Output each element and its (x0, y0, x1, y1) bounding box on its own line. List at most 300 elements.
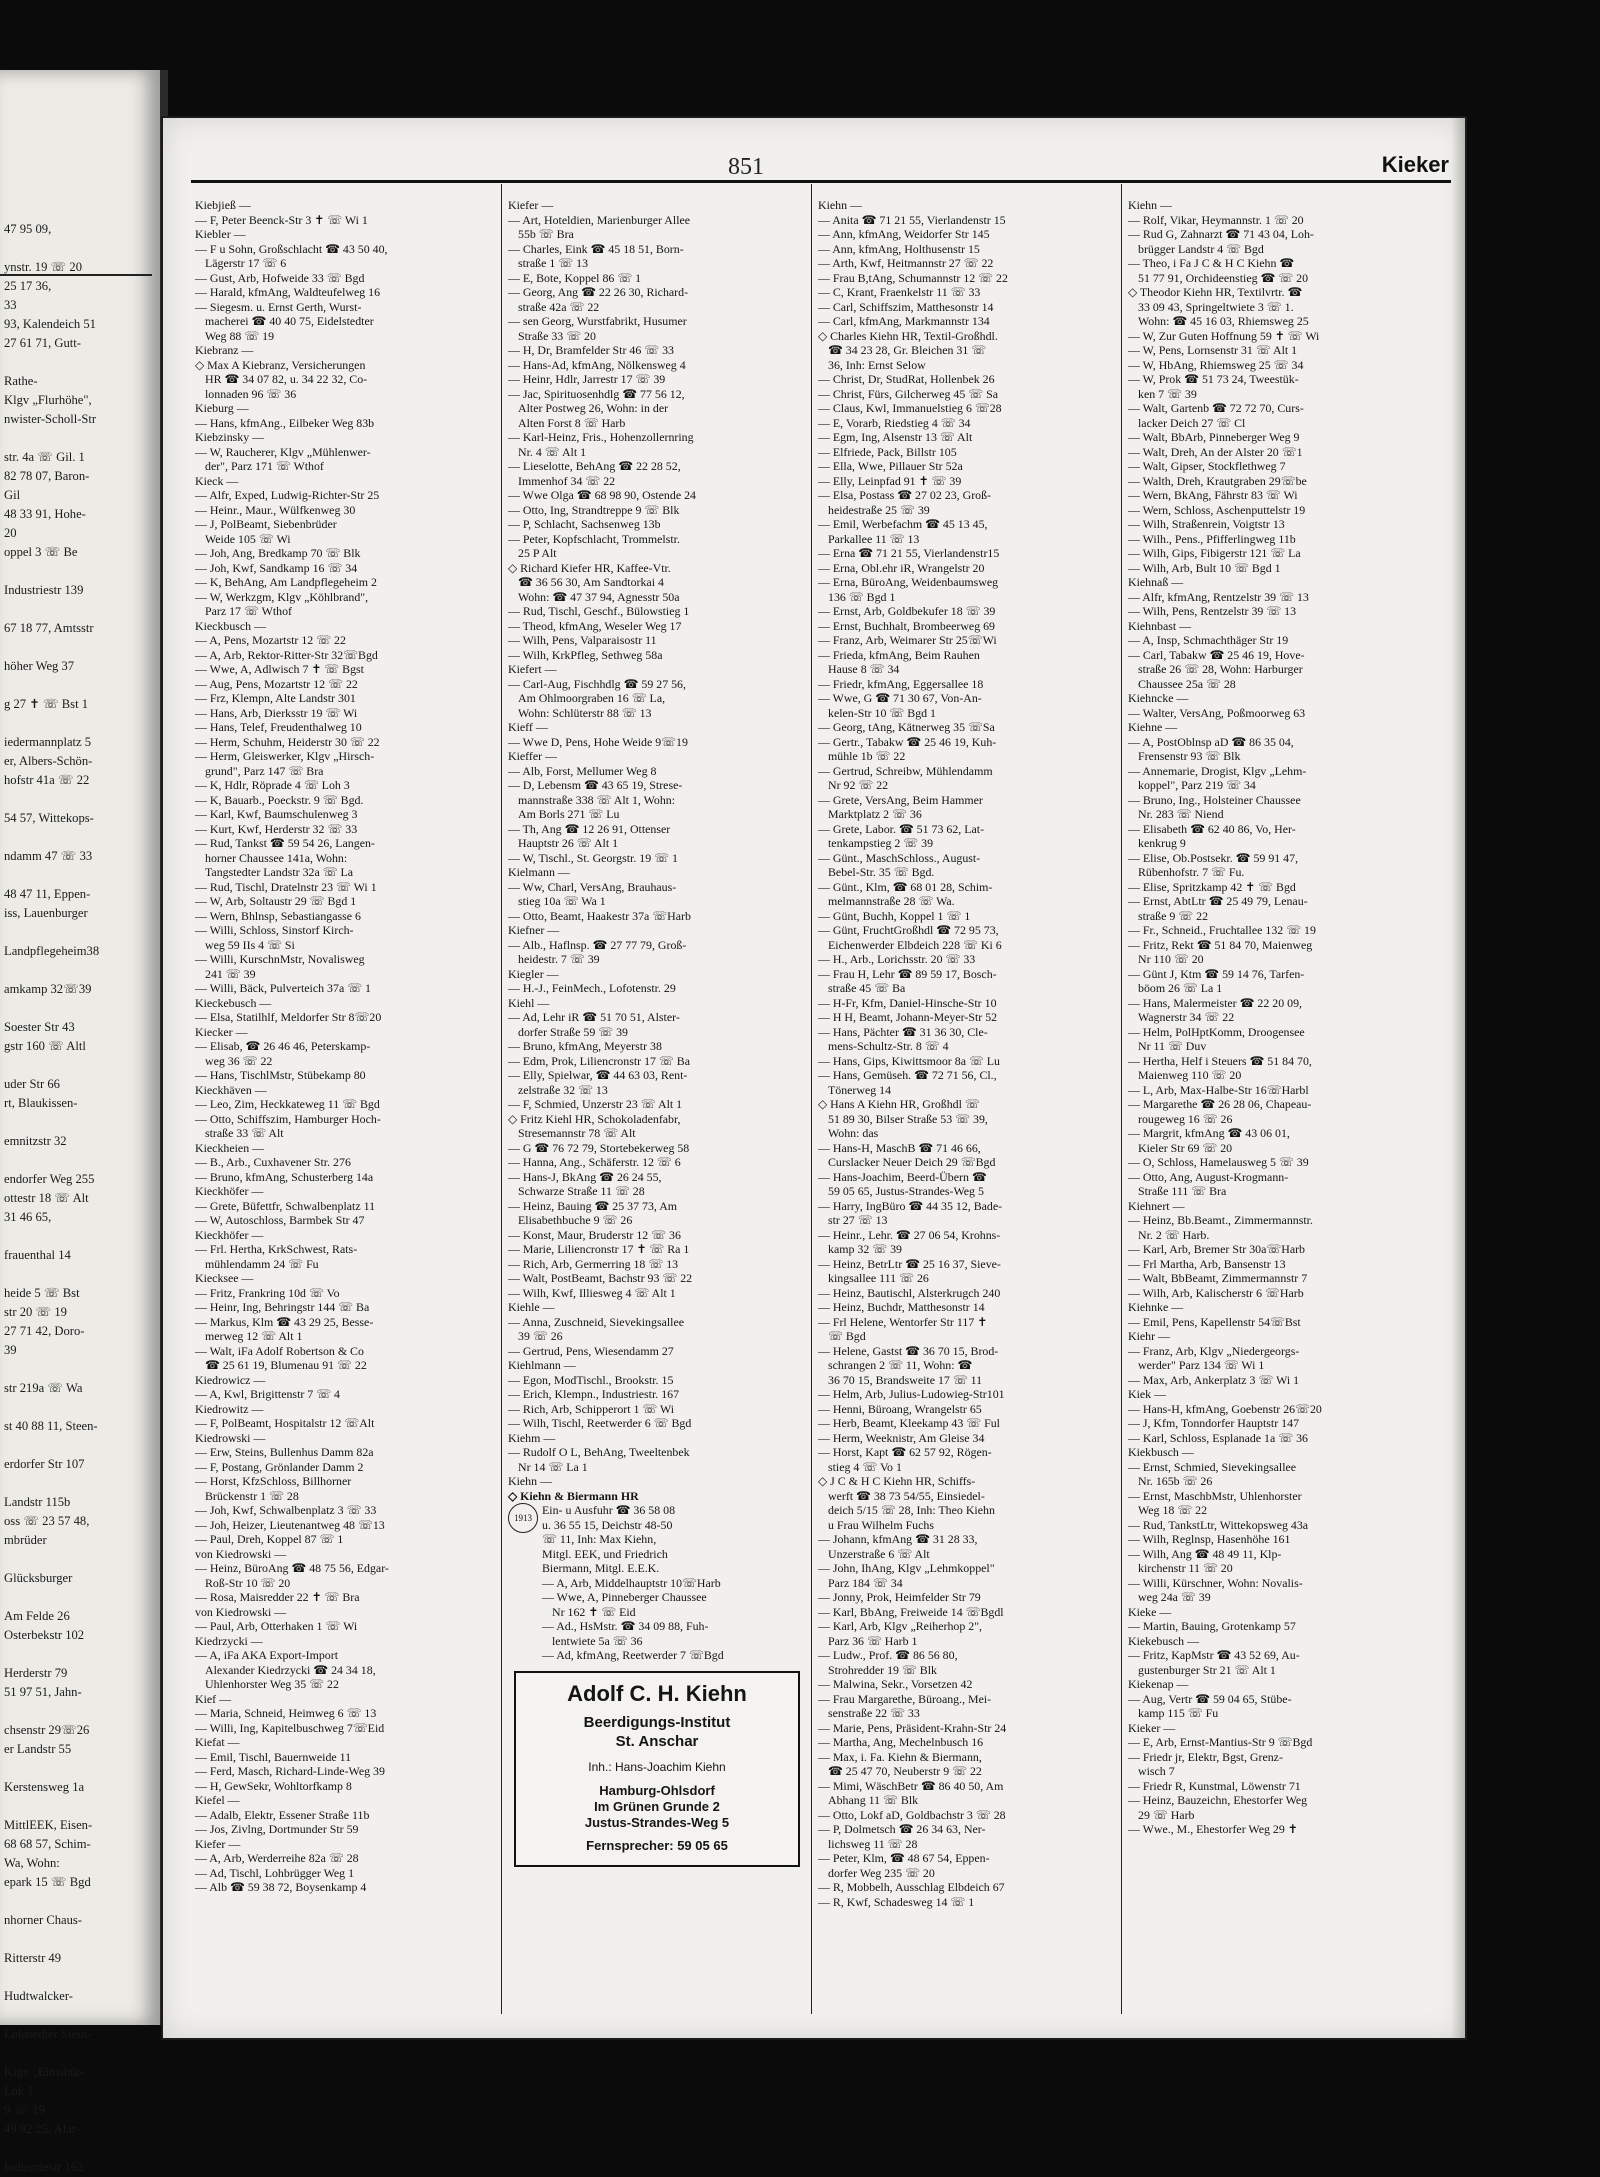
directory-entry-line: Kiek — (1128, 1387, 1166, 1401)
left-page-line (4, 2006, 154, 2025)
left-page-line: 54 57, Wittekops- (4, 811, 94, 825)
directory-entry-line: der", Parz 171 ☏ Wthof (205, 459, 324, 473)
directory-entry-line: — Ann, kfmAng, Weidorfer Str 145 (818, 227, 990, 241)
directory-entry-line: Kiehn — (508, 1474, 552, 1488)
directory-entry-line: heidestraße 25 ☏ 39 (828, 502, 930, 517)
directory-entry-line: straße 33 ☏ Alt (205, 1126, 284, 1140)
directory-entry-line: — Friedr, kfmAng, Eggersallee 18 (818, 676, 984, 691)
directory-entry-line: — Erna, Obl.ehr iR, Wrangelstr 20 (818, 560, 985, 575)
left-page-line (4, 1151, 154, 1170)
directory-entry-line: Lägerstr 17 ☏ 6 (205, 256, 287, 270)
directory-entry-line: — R, Mobbelh, Ausschlag Elbdeich 67 (818, 1880, 1005, 1894)
directory-entry-line: — Karl-Heinz, Fris., Hohenzollernring (508, 430, 694, 444)
directory-entry-line: — Erna, BüroAng, Weidenbaumsweg (818, 575, 999, 589)
directory-entry-line: — E, Bote, Koppel 86 ☏ 1 (508, 270, 642, 285)
directory-entry-line: Uhlenhorster Weg 35 ☏ 22 (205, 1677, 339, 1691)
directory-entry-line: — Gust, Arb, Hofweide 33 ☏ Bgd (195, 270, 365, 285)
directory-entry-line: Parz 36 ☏ Harb 1 (828, 1633, 918, 1648)
directory-entry-line: Abhang 11 ☏ Blk (828, 1793, 919, 1807)
directory-entry-line: ◇ J C & H C Kiehn HR, Schiffs- (818, 1474, 976, 1488)
directory-entry-line: — W, Arb, Soltaustr 29 ☏ Bgd 1 (195, 894, 357, 908)
directory-entry-line: — Elise, Spritzkamp 42 ✝ ☏ Bgd (1128, 879, 1296, 894)
left-page-line: emnitzstr 32 (4, 1134, 67, 1148)
directory-entry-line: Mitgl. EEK, und Friedrich (542, 1546, 668, 1561)
directory-entry-line: — W, Pens, Lornsenstr 31 ☏ Alt 1 (1128, 343, 1298, 357)
directory-entry-line: Kieker — (1128, 1720, 1176, 1735)
directory-entry-line: — W, Tischl., St. Georgstr. 19 ☏ 1 (508, 850, 678, 865)
directory-entry-line: — Herm, Gleiswerker, Klgv „Hirsch- (195, 749, 375, 763)
directory-entry-line: — Willi, Bäck, Pulverteich 37a ☏ 1 (195, 981, 371, 995)
directory-entry-line: — Günt, Buchh, Koppel 1 ☏ 1 (818, 908, 971, 923)
ad-title: Adolf C. H. Kiehn (567, 1680, 747, 1706)
directory-entry-line: 136 ☏ Bgd 1 (828, 589, 896, 604)
directory-entry-line: — Wilh., Pens., Pfifferlingweg 11b (1128, 531, 1296, 546)
left-page-line: ynstr. 19 ☏ 20 (4, 260, 83, 274)
directory-entry-line: Alten Forst 8 ☏ Harb (518, 415, 626, 430)
directory-entry-line: werder" Parz 134 ☏ Wi 1 (1138, 1358, 1265, 1372)
directory-entry-line: — Heinr., Maur., Wülfkenweg 30 (195, 502, 356, 517)
directory-entry-line: — Walt, BbArb, Pinneberger Weg 9 (1128, 430, 1300, 444)
directory-entry-line: — Art, Hoteldien, Marienburger Allee (508, 212, 691, 227)
left-page-line: Gil (4, 488, 21, 502)
directory-entry-line: Kieckbusch — (195, 618, 266, 633)
directory-entry-line: — A, Arb, Rektor-Ritter-Str 32☏Bgd (195, 647, 378, 662)
directory-entry-line: — Frl Martha, Arb, Bansenstr 13 (1128, 1256, 1286, 1271)
directory-entry-line: — Max, Arb, Ankerplatz 3 ☏ Wi 1 (1128, 1372, 1300, 1387)
left-page-line (4, 1056, 154, 1075)
directory-entry-line: Wohn: Schlüterstr 88 ☏ 13 (518, 705, 652, 720)
directory-entry-line: — Wilh, Pens, Rentzelstr 39 ☏ 13 (1128, 604, 1297, 618)
directory-entry-line: Kiecksee — (195, 1271, 254, 1285)
directory-entry-line: — Alfr, Exped, Ludwig-Richter-Str 25 (195, 488, 380, 502)
directory-entry-line: Kiebranz — (195, 343, 254, 357)
directory-entry-line: merweg 12 ☏ Alt 1 (205, 1329, 303, 1343)
left-page-line: mbrüder (4, 1533, 47, 1547)
left-page-line (4, 1797, 154, 1816)
directory-entry-line: 36, Inh: Ernst Selow (828, 357, 926, 372)
directory-entry-line: — Rich, Arb, Germerring 18 ☏ 13 (508, 1256, 679, 1271)
directory-entry-line: Elisabethbuche 9 ☏ 26 (518, 1213, 633, 1227)
directory-entry-line: melmannstraße 28 ☏ Wa. (828, 894, 955, 908)
directory-entry-line: — Margarethe ☎ 26 28 06, Chapeau- (1128, 1097, 1312, 1111)
directory-entry-line: — Otto, Ing, Strandtreppe 9 ☏ Blk (508, 502, 680, 517)
directory-entry-line: Marktplatz 2 ☏ 36 (828, 807, 922, 821)
left-page-line: gstr 160 ☏ Altl (4, 1039, 86, 1053)
left-page-line: Industriestr 139 (4, 583, 84, 597)
left-page-line: 48 47 11, Eppen- (4, 887, 91, 901)
directory-entry-line: — Hans, Gemüseh. ☎ 72 71 56, Cl., (818, 1068, 997, 1082)
left-page-line (4, 1550, 154, 1569)
directory-entry-line: — Erich, Klempn., Industriestr. 167 (508, 1387, 680, 1401)
left-page-line (4, 961, 154, 980)
left-page-line: st 40 88 11, Steen- (4, 1419, 98, 1433)
left-page-line: uder Str 66 (4, 1077, 60, 1091)
directory-entry-line: — Hans-H, MaschB ☎ 71 46 66, (818, 1140, 981, 1155)
left-page-line: chsenstr 29☏26 (4, 1723, 90, 1737)
directory-entry-line: ◇ Theodor Kiehn HR, Textilvrtr. ☎ (1128, 285, 1303, 299)
directory-entry-line: — Willi, Kürschner, Wohn: Novalis- (1128, 1575, 1303, 1590)
directory-entry-line: — Hans-Joachim, Beerd-Übern ☎ (818, 1169, 987, 1184)
directory-entry-line: Rübenhofstr. 7 ☏ Fu. (1138, 865, 1245, 879)
directory-entry-line: — Joh, Kwf, Sandkamp 16 ☏ 34 (195, 560, 358, 575)
directory-entry-line: — Jos, Zivlng, Dortmunder Str 59 (195, 1822, 359, 1836)
left-page-line: 33 (4, 298, 17, 312)
directory-entry-line: — Johann, kfmAng ☎ 31 28 33, (818, 1532, 978, 1546)
directory-entry-line: Schwarze Straße 11 ☏ 28 (518, 1184, 645, 1198)
directory-entry-line: Kiecker — (195, 1024, 248, 1039)
directory-entry-line: — H-Fr, Kfm, Daniel-Hinsche-Str 10 (818, 995, 997, 1010)
directory-entry-line: — Willi, Ing, Kapitelbuschweg 7☏Eid (195, 1720, 385, 1735)
directory-entry-line: — Marie, Liliencronstr 17 ✝ ☏ Ra 1 (508, 1242, 690, 1256)
directory-entry-line: — Wilh, Arb, Kalischerstr 6 ☏Harb (1128, 1285, 1304, 1300)
directory-entry-line: senstraße 22 ☏ 33 (828, 1706, 920, 1720)
directory-entry-line: ◇ Hans A Kiehn HR, Großhdl ☏ (818, 1097, 980, 1111)
left-page-line: Am Felde 26 (4, 1609, 70, 1623)
directory-entry-line: werft ☎ 38 73 54/55, Einsiedel- (828, 1488, 985, 1503)
left-page-line (4, 2139, 154, 2158)
directory-entry-line: — F, Schmied, Unzerstr 23 ☏ Alt 1 (508, 1097, 683, 1111)
directory-entry-line: — Paul, Arb, Otterhaken 1 ☏ Wi (195, 1619, 358, 1633)
directory-entry-line: — G ☎ 76 72 79, Stortebekerweg 58 (508, 1140, 690, 1155)
left-page-line: 27 71 42, Doro- (4, 1324, 85, 1338)
directory-entry-line: — F, Postang, Grönlander Damm 2 (195, 1459, 364, 1474)
left-page-line: epark 15 ☏ Bgd (4, 1875, 91, 1889)
directory-entry-line: Kiekenap — (1128, 1677, 1189, 1691)
directory-entry-line: — Otto, Schiffszim, Hamburger Hoch- (195, 1111, 381, 1126)
left-page-line: str. 4a ☏ Gil. 1 (4, 450, 85, 464)
ad-address-3: Justus-Strandes-Weg 5 (584, 1814, 730, 1830)
directory-entry-line: Weg 88 ☏ 19 (205, 328, 275, 343)
directory-entry-line: Kiebjieß — (195, 198, 251, 212)
directory-entry-line: straße 42a ☏ 22 (518, 299, 600, 314)
directory-entry-line: Am Ohlmoorgraben 16 ☏ La, (518, 691, 666, 705)
directory-entry-line: — Frl Helene, Wentorfer Str 117 ✝ (818, 1314, 988, 1329)
directory-entry-line: — Frau B,tAng, Schumannstr 12 ☏ 22 (818, 270, 1008, 285)
directory-entry-line: gustenburger Str 21 ☏ Alt 1 (1138, 1662, 1276, 1677)
directory-entry-line: — Rolf, Vikar, Heymannstr. 1 ☏ 20 (1128, 212, 1304, 227)
left-page-line (4, 1930, 154, 1949)
directory-entry-line: — Markus, Klm ☎ 43 29 25, Besse- (195, 1314, 374, 1329)
directory-entry-line: Unzerstraße 6 ☏ Alt (828, 1546, 930, 1561)
directory-entry-line: Kiehlmann — (508, 1358, 576, 1372)
directory-entry-line: — Heinr, Ing, Behringstr 144 ☏ Ba (195, 1300, 370, 1314)
directory-entry-line: Nr. 4 ☏ Alt 1 (518, 444, 587, 459)
directory-entry-line: mühle 1b ☏ 22 (828, 749, 906, 763)
directory-entry-line: — Walt, iFa Adolf Robertson & Co (195, 1343, 364, 1358)
directory-entry-line: — Rosa, Maisredder 22 ✝ ☏ Bra (195, 1590, 360, 1604)
left-page-line: Soester Str 43 (4, 1020, 75, 1034)
left-page-line (4, 638, 154, 657)
directory-entry-line: — Peter, Klm, ☎ 48 67 54, Eppen- (818, 1851, 990, 1865)
directory-entry-line: — Frz, Klempn, Alte Landstr 301 (195, 691, 356, 705)
directory-entry-line: 29 ☏ Harb (1138, 1807, 1195, 1822)
directory-entry-line: zelstraße 32 ☏ 13 (518, 1082, 608, 1097)
column-separator (1121, 184, 1122, 2014)
left-page-line (4, 714, 154, 733)
directory-entry-line: — H, Dr, Bramfelder Str 46 ☏ 33 (508, 343, 674, 357)
directory-entry-line: — L, Arb, Max-Halbe-Str 16☏Harbl (1128, 1082, 1309, 1097)
directory-entry-line: — Alfr, kfmAng, Rentzelstr 39 ☏ 13 (1128, 589, 1309, 604)
directory-entry-line: — Grete, Büfettfr, Schwalbenplatz 11 (195, 1198, 376, 1213)
directory-entry-line: böom 26 ☏ La 1 (1138, 981, 1223, 995)
directory-entry-line: — Frieda, kfmAng, Beim Rauhen (818, 647, 980, 662)
left-page-line: Glücksburger (4, 1571, 73, 1585)
directory-entry-line: — A, Insp, Schmachthäger Str 19 (1128, 633, 1289, 647)
directory-entry-line: — Max, i. Fa. Kiehn & Biermann, (818, 1749, 982, 1764)
directory-entry-line: 55b ☏ Bra (518, 227, 574, 241)
directory-entry-line: — Claus, Kwl, Immanuelstieg 6 ☏28 (818, 401, 1002, 415)
directory-entry-line: Kiehr — (1128, 1329, 1170, 1343)
directory-entry-line: Kiefel — (195, 1793, 240, 1807)
left-page-line: oss ☏ 23 57 48, (4, 1514, 90, 1528)
left-page-line (4, 1759, 154, 1778)
left-page-line: Lok 1 (4, 2084, 34, 2098)
directory-entry-line: — Fritz, Rekt ☎ 51 84 70, Maienweg (1128, 937, 1313, 952)
directory-entry-line: — Emil, Tischl, Bauernweide 11 (195, 1749, 352, 1764)
directory-entry-line: von Kiedrowski — (195, 1546, 287, 1561)
directory-entry-line: — Heinz, Bauing ☎ 25 37 73, Am (508, 1198, 678, 1213)
left-page-line (4, 600, 154, 619)
directory-entry-line: Nr. 283 ☏ Niend (1138, 807, 1224, 821)
directory-entry-line: — Fritz, KapMstr ☎ 43 52 69, Au- (1128, 1648, 1300, 1662)
directory-entry-line: lentwiete 5a ☏ 36 (552, 1633, 643, 1648)
directory-entry-line: mühlendamm 24 ☏ Fu (205, 1256, 319, 1271)
directory-entry-line: straße 1 ☏ 13 (518, 256, 589, 270)
directory-entry-line: — Hans, Malermeister ☎ 22 20 09, (1128, 995, 1302, 1010)
directory-entry-line: — Adalb, Elektr, Essener Straße 11b (195, 1807, 370, 1822)
left-page-line (4, 1702, 154, 1721)
directory-entry-line: rougeweg 16 ☏ 26 (1138, 1111, 1233, 1126)
directory-entry-line: — Ernst, Buchhalt, Brombeerweg 69 (818, 618, 996, 633)
directory-entry-line: horner Chaussee 141a, Wohn: (205, 850, 348, 865)
directory-entry-line: 33 09 43, Springeltwiete 3 ☏ 1. (1138, 299, 1294, 314)
directory-entry-line: — Ernst, Schmied, Sievekingsallee (1128, 1459, 1297, 1474)
directory-entry-line: — Emil, Pens, Kapellenstr 54☏Bst (1128, 1314, 1301, 1329)
left-page-line: 39 (4, 1343, 17, 1357)
directory-entry-line: — Hans, Pächter ☎ 31 36 30, Cle- (818, 1024, 988, 1039)
directory-entry-line: — Walt, Gipser, Stockflethweg 7 (1128, 459, 1286, 473)
directory-entry-line: — Annemarie, Drogist, Klgv „Lehm- (1128, 763, 1307, 778)
directory-entry-line: u Frau Wilhelm Fuchs (828, 1517, 934, 1532)
directory-entry-line: schrangen 2 ☏ 11, Wohn: ☎ (828, 1358, 973, 1372)
directory-entry-line: Kieck — (195, 473, 239, 488)
directory-entry-line: Nr 92 ☏ 22 (828, 778, 889, 792)
directory-entry-line: Kiedrowicz — (195, 1372, 266, 1387)
directory-entry-line: kelen-Str 10 ☏ Bgd 1 (828, 705, 937, 720)
directory-entry-line: — Willi, Schloss, Sinstorf Kirch- (195, 923, 354, 937)
directory-entry-line: — Herm, Schuhm, Heiderstr 30 ☏ 22 (195, 734, 380, 749)
left-page-line: Hudtwalcker- (4, 1989, 73, 2003)
directory-entry-line: — Rud G, Zahnarzt ☎ 71 43 04, Loh- (1128, 227, 1314, 241)
directory-entry-line: — Heinz, Buchdr, Matthesonstr 14 (818, 1300, 985, 1314)
directory-entry-line: Kiefer — (508, 198, 554, 212)
directory-entry-line: — Ad, kfmAng, Reetwerder 7 ☏Bgd (542, 1648, 724, 1662)
left-page-line (4, 353, 154, 372)
directory-entry-line: — Gertrud, Schreibw, Mühlendamm (818, 763, 993, 778)
directory-entry-line: — A, PostOblnsp aD ☎ 86 35 04, (1128, 734, 1294, 749)
directory-entry-line: — Georg, tAng, Kätnerweg 35 ☏Sa (818, 720, 995, 734)
directory-entry-line: Kiehn — (1128, 198, 1172, 212)
directory-entry-line: — Heinr, Hdlr, Jarrestr 17 ☏ 39 (508, 372, 666, 386)
left-page-line: Industriestr 162 (4, 2160, 84, 2174)
directory-entry-line: — Elisabeth ☎ 62 40 86, Vo, Her- (1128, 821, 1296, 836)
directory-entry-line: — Martha, Ang, Mechelnbusch 16 (818, 1735, 984, 1749)
directory-entry-line: — Wilh, Kwf, Illiesweg 4 ☏ Alt 1 (508, 1285, 676, 1300)
directory-entry-line: Kiefner — (508, 923, 560, 937)
directory-entry-line: — A, Pens, Mozartstr 12 ☏ 22 (195, 633, 346, 647)
directory-entry-line: — Egm, Ing, Alsenstr 13 ☏ Alt (818, 430, 973, 444)
directory-entry-line: — Wilh, KrkPfleg, Sethweg 58a (508, 647, 663, 662)
directory-entry-line: ☎ 34 23 28, Gr. Bleichen 31 ☏ (828, 343, 987, 357)
directory-entry-line: Brückenstr 1 ☏ 28 (205, 1488, 299, 1503)
directory-entry-line: — Henni, Büroang, Wrangelstr 65 (818, 1401, 982, 1416)
directory-entry-line: — Wwe D, Pens, Hohe Weide 9☏19 (508, 734, 688, 749)
directory-entry-line: — Walt, BbBeamt, Zimmermannstr 7 (1128, 1271, 1308, 1285)
directory-entry-line: — Frl. Hertha, KrkSchwest, Rats- (195, 1242, 358, 1256)
directory-entry-line: — Bruno, kfmAng, Schusterberg 14a (195, 1169, 374, 1184)
directory-entry-line: — Wwe, A, Pinneberger Chaussee (542, 1590, 707, 1604)
directory-entry-line: straße 26 ☏ 28, Wohn: Harburger (1138, 662, 1303, 676)
directory-entry-line: — P, Schlacht, Sachsenweg 13b (508, 517, 661, 531)
directory-entry-line: Kieler Str 69 ☏ 20 (1138, 1140, 1233, 1155)
directory-entry-line: — Karl, Arb, Bremer Str 30a☏Harb (1128, 1242, 1306, 1256)
header-rule (191, 180, 1451, 183)
directory-entry-line: kamp 32 ☏ 39 (828, 1242, 902, 1256)
directory-entry-line: macherei ☎ 40 40 75, Eidelstedter (205, 314, 374, 328)
directory-entry-line: kamp 115 ☏ Fu (1138, 1706, 1219, 1720)
directory-entry-line: Kieckhäven — (195, 1082, 267, 1097)
directory-entry-line: — Wilh, Tischl, Reetwerder 6 ☏ Bgd (508, 1416, 692, 1430)
left-page-line: endorfer Weg 255 (4, 1172, 95, 1186)
directory-entry-line: — Alb ☎ 59 38 72, Boysenkamp 4 (195, 1880, 367, 1894)
ad-phone: Fernsprecher: 59 05 65 (586, 1837, 728, 1853)
directory-entry-line: Parz 184 ☏ 34 (828, 1575, 903, 1590)
firm-entry (508, 1489, 806, 1663)
left-page-line: iedermannplatz 5 (4, 735, 92, 749)
directory-entry-line: Hause 8 ☏ 34 (828, 662, 900, 676)
left-page-line: Landstr 115b (4, 1495, 71, 1509)
directory-entry-line: Wagnerstr 34 ☏ 22 (1138, 1010, 1235, 1024)
directory-entry-line: — W, Raucherer, Klgv „Mühlenwer- (195, 444, 371, 459)
directory-entry-line: mens-Schultz-Str. 8 ☏ 4 (828, 1039, 949, 1053)
directory-entry-line: ken 7 ☏ 39 (1138, 386, 1197, 401)
directory-entry-line: — Wilh, Reglnsp, Hasenhöhe 161 (1128, 1532, 1291, 1546)
directory-entry-line: Biermann, Mitgl. E.E.K. (542, 1561, 660, 1575)
left-page-line: ndamm 47 ☏ 33 (4, 849, 93, 863)
directory-entry-line: — Maria, Schneid, Heimweg 6 ☏ 13 (195, 1706, 377, 1720)
directory-entry-line: — Heinz, Bauzeichn, Ehestorfer Weg (1128, 1793, 1308, 1807)
directory-entry-line: — Aug, Vertr ☎ 59 04 65, Stübe- (1128, 1691, 1292, 1706)
directory-entry-line: — Wilh, Straßenrein, Voigtstr 13 (1128, 517, 1285, 531)
directory-entry-line: — Anna, Zuschneid, Sievekingsallee (508, 1314, 685, 1329)
directory-entry-line: — Walt, Dreh, An der Alster 20 ☏1 (1128, 444, 1303, 459)
left-page-line (4, 866, 154, 885)
directory-entry-line: — Otto, Ang, August-Krogmann- (1128, 1169, 1289, 1184)
directory-entry-line: Bebel-Str. 35 ☏ Bgd. (828, 865, 935, 879)
directory-entry-line: stieg 10a ☏ Wa 1 (518, 894, 606, 908)
directory-entry-line: 51 89 30, Bilser Straße 53 ☏ 39, (828, 1111, 988, 1126)
directory-entry-line: Kiehnert — (1128, 1198, 1185, 1213)
directory-entry-line: — Rud, Tankst ☎ 59 54 26, Langen- (195, 836, 375, 850)
directory-entry-line: — John, IhAng, Klgv „Lehmkoppel" (818, 1561, 995, 1575)
directory-entry-line: — sen Georg, Wurstfabrikt, Husumer (508, 314, 687, 328)
left-page-line (4, 923, 154, 942)
directory-entry-line: — Walt, PostBeamt, Bachstr 93 ☏ 22 (508, 1271, 693, 1285)
left-page-line: 47 95 09, (4, 222, 52, 236)
directory-entry-line: — Edm, Prok, Liliencronstr 17 ☏ Ba (508, 1053, 690, 1068)
directory-entry-line: — Konst, Maur, Bruderstr 12 ☏ 36 (508, 1227, 681, 1242)
directory-entry-line: lacker Deich 27 ☏ Cl (1138, 415, 1246, 430)
left-page-line (4, 2044, 154, 2063)
left-page-line: er Landstr 55 (4, 1742, 72, 1756)
left-page-line: 67 18 77, Amtsstr (4, 621, 94, 635)
directory-entry-line: — Siegesm. u. Ernst Gerth, Wurst- (195, 299, 362, 314)
directory-entry-line: weg 59 IIs 4 ☏ Si (205, 937, 295, 952)
directory-entry-line: — Günt, FruchtGroßhdl ☎ 72 95 73, (818, 923, 999, 937)
directory-entry-line: — Ernst, Arb, Goldbekufer 18 ☏ 39 (818, 604, 996, 618)
left-page-line: 48 33 91, Hohe- (4, 507, 86, 521)
directory-entry-line: — Carl-Aug, Fischhdlg ☎ 59 27 56, (508, 676, 686, 691)
directory-entry-line: — Günt., Klm, ☎ 68 01 28, Schim- (818, 879, 993, 894)
directory-entry-line: — Fr., Schneid., Fruchtallee 132 ☏ 19 (1128, 923, 1316, 937)
directory-entry-line: — Horst, KfzSchloss, Billhorner (195, 1474, 352, 1488)
left-page-line: Herderstr 79 (4, 1666, 68, 1680)
directory-entry-line: Kiefat — (195, 1735, 240, 1749)
left-page-line: 20 (4, 526, 17, 540)
directory-entry-line: 51 77 91, Orchideenstieg ☎ ☏ 20 (1138, 270, 1309, 285)
firm-logo: 1913 (508, 1503, 538, 1533)
directory-entry-line: lonnaden 96 ☏ 36 (205, 386, 297, 401)
directory-entry-line: — F u Sohn, Großschlacht ☎ 43 50 40, (195, 241, 388, 256)
left-page-line (4, 1436, 154, 1455)
directory-entry-line: — Bruno, kfmAng, Meyerstr 38 (508, 1039, 662, 1053)
directory-entry-line: Kiehle — (508, 1300, 555, 1314)
page-number: 851 (728, 154, 764, 180)
left-page-line: nwister-Scholl-Str (4, 412, 97, 426)
directory-entry-line: — Malwina, Sekr., Vorsetzen 42 (818, 1677, 973, 1691)
directory-entry-line: — E, Vorarb, Riedstieg 4 ☏ 34 (818, 415, 971, 430)
directory-entry-line: — Friedr jr, Elektr, Bgst, Grenz- (1128, 1749, 1283, 1764)
directory-entry-line: — Anita ☎ 71 21 55, Vierlandenstr 15 (818, 212, 1006, 227)
directory-entry-line: — R, Kwf, Schadesweg 14 ☏ 1 (818, 1894, 975, 1909)
directory-entry-line: Nr. 165b ☏ 26 (1138, 1474, 1213, 1488)
directory-entry-line: — Elisab, ☎ 26 46 46, Peterskamp- (195, 1039, 371, 1053)
left-page-line: Landpflegeheim38 (4, 944, 100, 958)
directory-entry-line: — Franz, Arb, Klgv „Niedergeorgs- (1128, 1343, 1300, 1358)
left-page-line: 49 92 25, Alar- (4, 2122, 80, 2136)
directory-entry-line: — Hans, kfmAng., Eilbeker Weg 83b (195, 415, 375, 430)
directory-entry-line: — Carl, Tabakw ☎ 25 46 19, Hove- (1128, 647, 1305, 662)
left-page-line: heide 5 ☏ Bst (4, 1286, 80, 1300)
directory-entry-line: straße 9 ☏ 22 (1138, 908, 1209, 923)
firm-name: ◇ Kiehn & Biermann HR (508, 1488, 639, 1503)
directory-entry-line: ◇ Richard Kiefer HR, Kaffee-Vtr. (508, 560, 671, 575)
directory-entry-line: — Elfriede, Pack, Billstr 105 (818, 444, 957, 459)
directory-entry-line: — Alb., Haflnsp. ☎ 27 77 79, Groß- (508, 937, 687, 952)
left-page-line: Klgv „Eimsbüt- (4, 2065, 85, 2079)
directory-entry-line: — Joh, Heizer, Lieutenantweg 48 ☏13 (195, 1517, 385, 1532)
directory-entry-line: — Wern, Bhlnsp, Sebastiangasse 6 (195, 908, 361, 923)
funeral-advertisement (514, 1671, 800, 1867)
directory-entry-line: Kiebzinsky — (195, 430, 265, 444)
left-page-line: Wa, Wohn: (4, 1856, 60, 1870)
directory-entry-line: Nr 162 ✝ ☏ Eid (552, 1604, 636, 1619)
directory-entry-line: Kiehm — (508, 1430, 556, 1445)
directory-entry-line: — Helm, PolHptKomm, Droogensee (1128, 1024, 1305, 1039)
directory-entry-line: heidestr. 7 ☏ 39 (518, 952, 600, 966)
directory-entry-line: ☏ 11, Inh: Max Kiehn, (542, 1532, 657, 1546)
left-page-line: Osterbekstr 102 (4, 1628, 85, 1642)
